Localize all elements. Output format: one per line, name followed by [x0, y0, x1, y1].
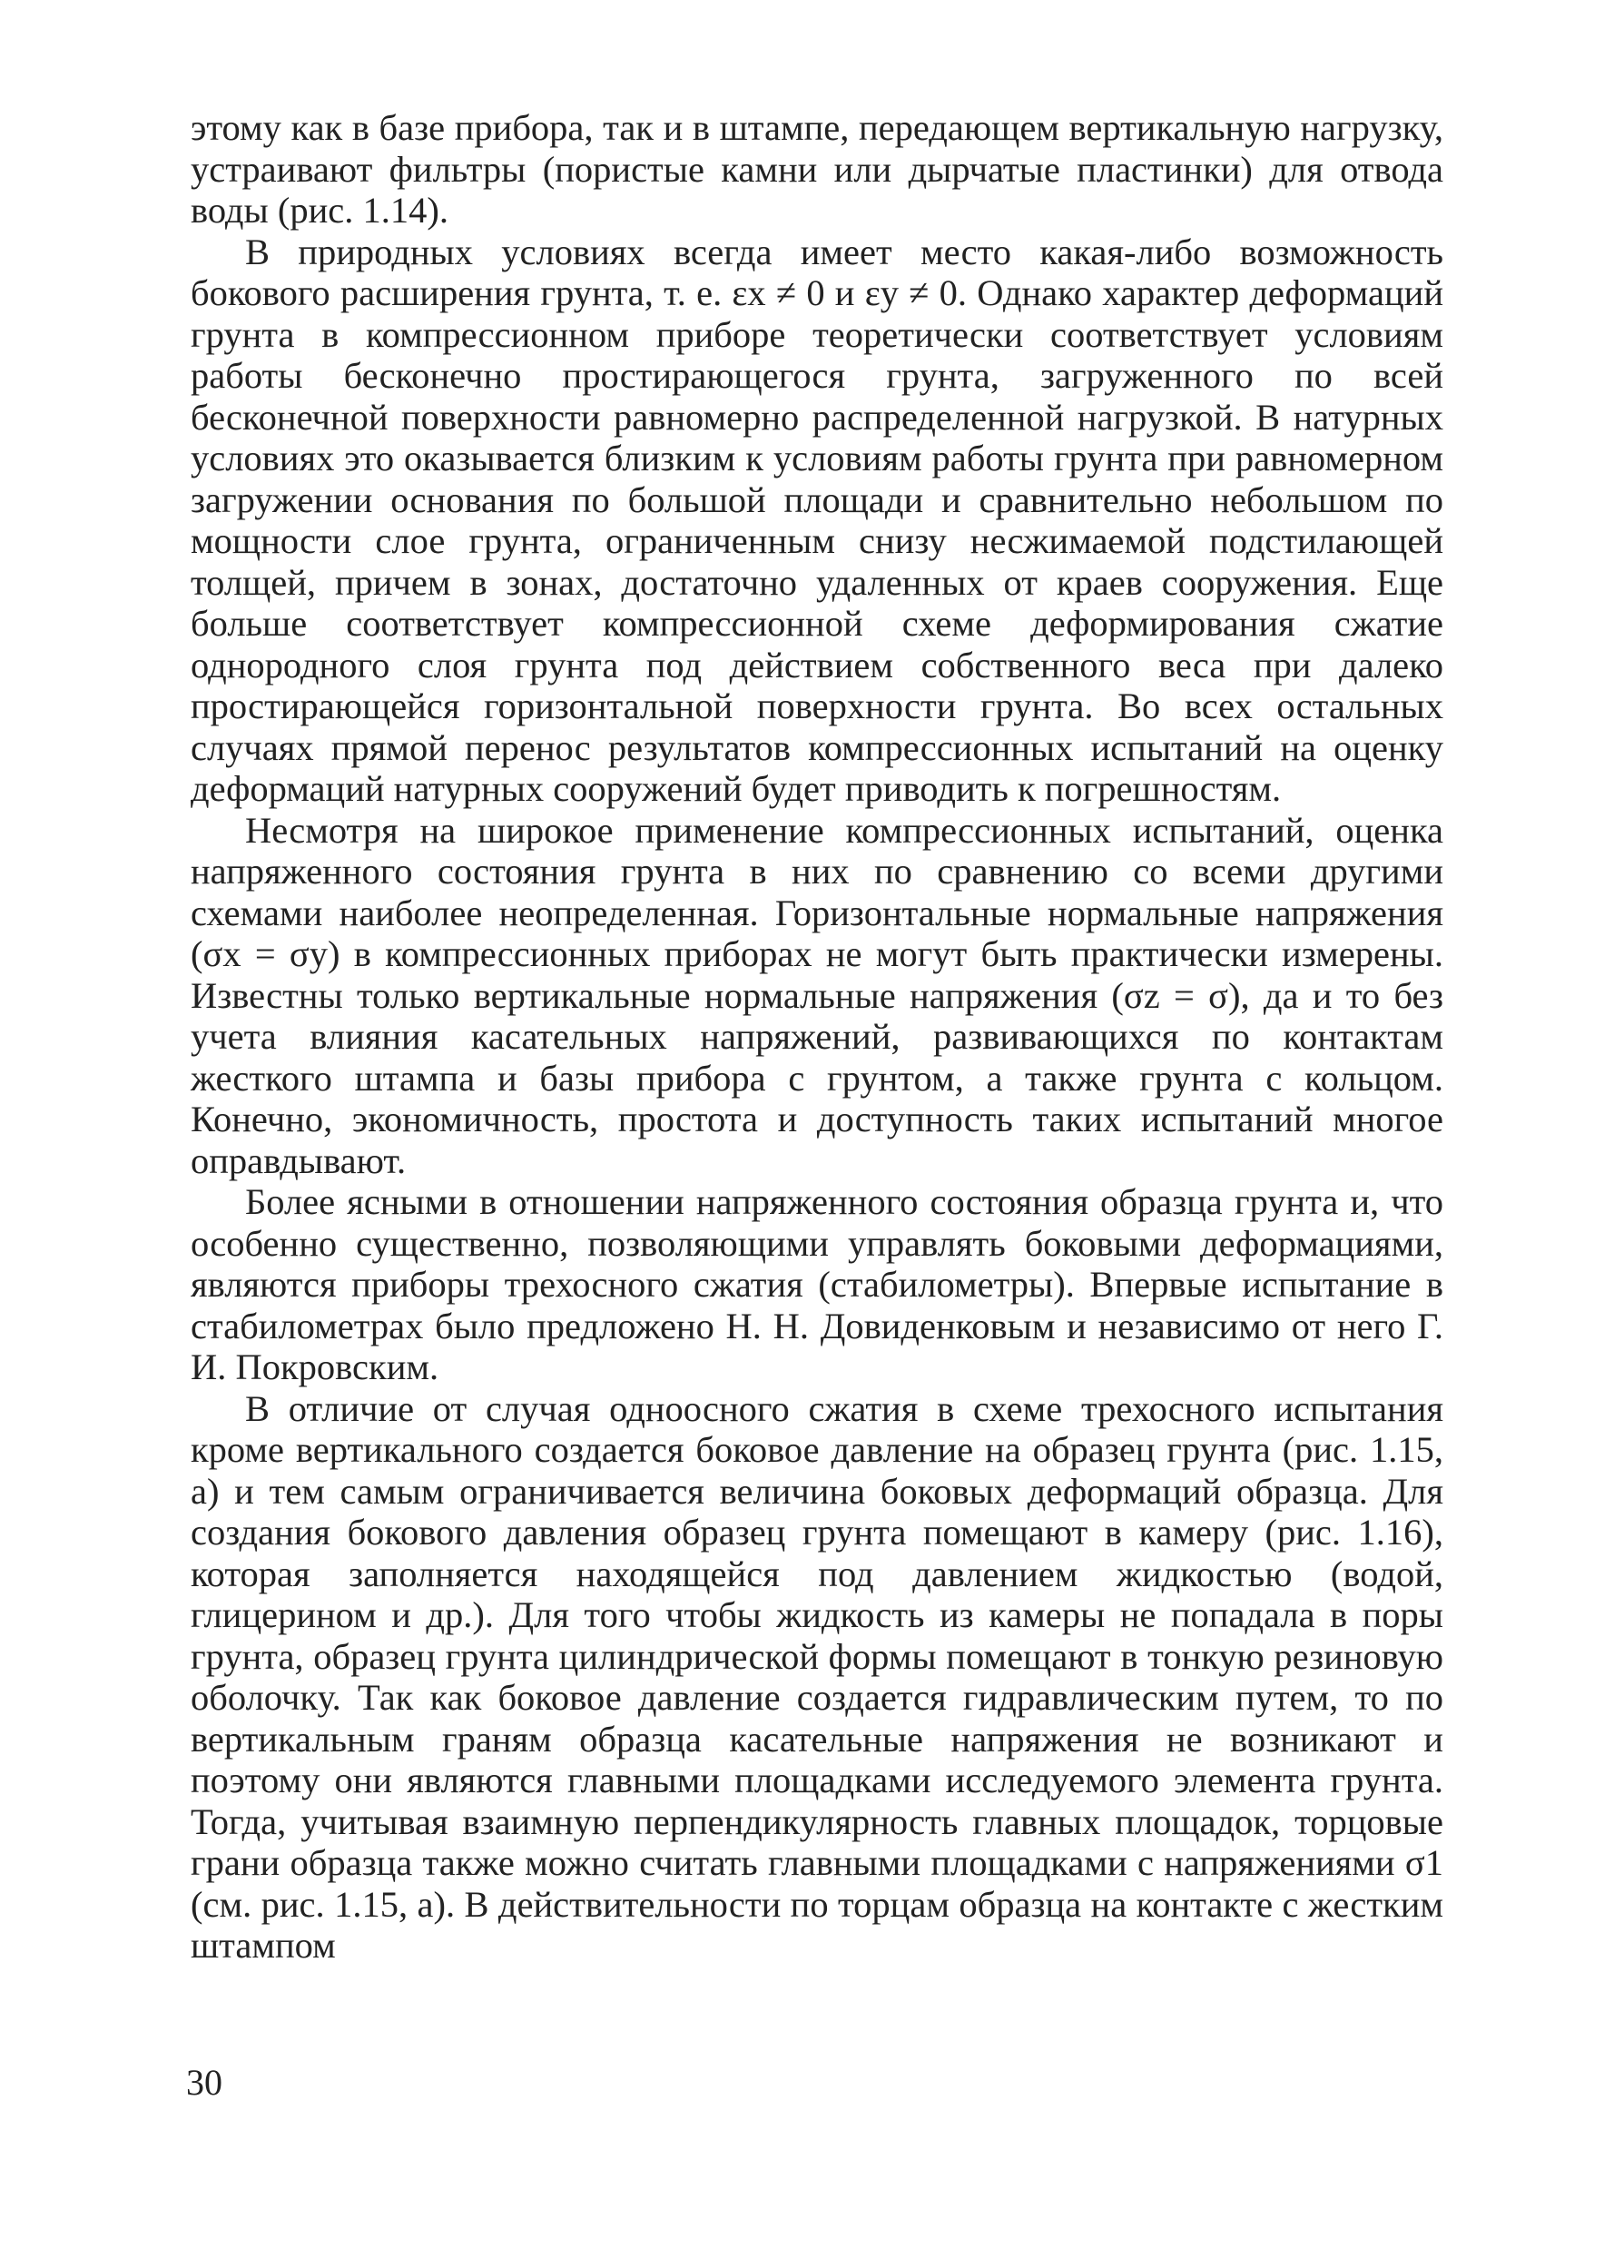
paragraph-triaxial-test: В отличие от случая одноосного сжатия в схеме трехосного испытания кроме вертикального создается боковое давление на образец грунта (рис. 1.15, а) и тем самым ограничивается величина боковых деформаций образца. Для создания бокового давления образец грунта помещают в камеру (рис. 1.16), которая заполняется находящейся под давлением жидкостью (водой, глицерином и др.). Для того чтобы жидкость из камеры не попадала в поры грунта, образец грунта цилиндрической формы помещают в тонкую резиновую оболочку. Так как боковое давление создается гидравлическим путем, то по вертикальным граням образца касательные напряжения не возникают и поэтому они являются главными площадками исследуемого элемента грунта. Тогда, учитывая взаимную перпендикулярность главных площадок, торцовые грани образца также можно считать главными площадками с напряжениями σ1 (см. рис. 1.15, а). В действительности по торцам образца на контакте с жестким штампом	[191, 1387, 1443, 1966]
body-text	[191, 107, 1443, 1967]
page-number: 30	[186, 2062, 222, 2103]
paragraph-stabilometers: Более ясными в отношении напряженного состояния образца грунта и, что особенно существенно, позволяющими управлять боковыми деформациями, являются приборы трехосного сжатия (стабилометры). Впервые испытание в стабилометрах было предложено Н. Н. Довиденковым и независимо от него Г. И. Покровским.	[191, 1181, 1443, 1387]
paragraph-natural-conditions: В природных условиях всегда имеет место какая-либо возможность бокового расширения грунта, т. е. εx ≠ 0 и εy ≠ 0. Однако характер деформаций грунта в компрессионном приборе теоретически соответствует условиям работы бесконечно простирающегося грунта, загруженного по всей бесконечной поверхности равномерно распределенной нагрузкой. В натурных условиях это оказывается близким к условиям работы грунта при равномерном загружении основания по большой площади и сравнительно небольшом по мощности слое грунта, ограниченным снизу несжимаемой подстилающей толщей, причем в зонах, достаточно удаленных от краев сооружения. Еще больше соответствует компрессионной схеме деформирования сжатие однородного слоя грунта под действием собственного веса при далеко простирающейся горизонтальной поверхности грунта. Во всех остальных случаях прямой перенос результатов компрессионных испытаний на оценку деформаций натурных сооружений будет приводить к погрешностям.	[191, 231, 1443, 809]
paragraph-compression-tests: Несмотря на широкое применение компрессионных испытаний, оценка напряженного состояния грунта в них по сравнению со всеми другими схемами наиболее неопределенная. Горизонтальные нормальные напряжения (σx = σy) в компрессионных приборах не могут быть практически измерены. Известны только вертикальные нормальные напряжения (σz = σ), да и то без учета влияния касательных напряжений, развивающихся по контактам жесткого штампа и базы прибора с грунтом, а также грунта с кольцом. Конечно, экономичность, простота и доступность таких испытаний многое оправдывают.	[191, 809, 1443, 1181]
paragraph-filters: этому как в базе прибора, так и в штампе, передающем вертикальную нагрузку, устраивают фильтры (пористые камни или дырчатые пластинки) для отвода воды (рис. 1.14).	[191, 107, 1443, 231]
